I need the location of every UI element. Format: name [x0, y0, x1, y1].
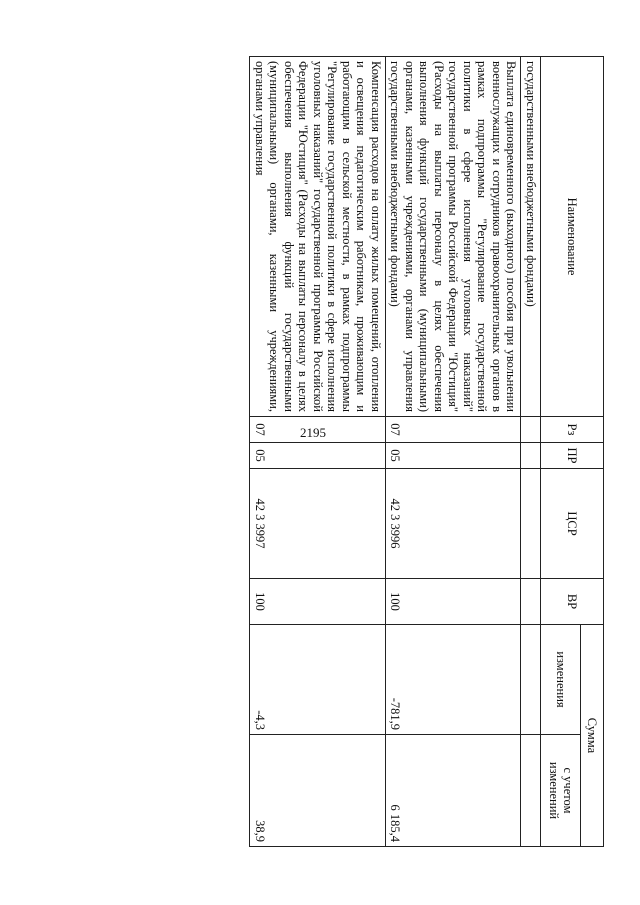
row-with-change: 6 185,4: [386, 735, 522, 847]
row-csr: 42 3 3996: [386, 469, 522, 579]
row-csr: 42 3 3997: [250, 469, 386, 579]
header-row-1: [581, 57, 604, 847]
page-number: 2195: [300, 425, 326, 440]
table-row: [386, 57, 522, 847]
row-name: Выплата единовременного (выходного) пособия при увольнении военнослужащих и сотрудников правоохранительных органов в рамках подпрограммы "Регулирование государственной политики в сфере исполнения уголовных наказаний" государственной программы Российской Федерации "Юстиция" (Расходы на выплаты персоналу в целях обеспечения выполнения функций государственными (муниципальными) органами, казенными учреждениями, органами управления государственными внебюджетными фондами): [386, 57, 522, 417]
header-rz: Рз: [541, 417, 604, 443]
rotated-table-page: [64, 56, 604, 846]
row-pr: 05: [386, 443, 522, 469]
budget-table: [250, 56, 605, 847]
header-change: изменения: [541, 625, 581, 735]
table-row: [250, 57, 386, 847]
row-vr: 100: [250, 579, 386, 625]
row-change: -781,9: [386, 625, 522, 735]
row-name: Компенсация расходов на оплату жилых помещений, отопления и освещения педагогическим работникам, проживающим и работающим в сельской местности, в рамках подпрограммы "Регулирование государственной политики в сфере исполнения уголовных наказаний" государственной программы Российской Федерации "Юстиция" (Расходы на выплаты персоналу в целях обеспечения выполнения функций государственными (муниципальными) органами, казенными учреждениями, органами управления: [250, 57, 386, 417]
header-sum: Сумма: [581, 625, 604, 847]
continuation-row: [521, 57, 541, 847]
row-change: -4,3: [250, 625, 386, 735]
header-name: Наименование: [541, 57, 604, 417]
header-with-change: с учетом изменений: [541, 735, 581, 847]
header-vr: ВР: [541, 579, 604, 625]
row-rz: 07: [250, 417, 386, 443]
header-pr: ПР: [541, 443, 604, 469]
continuation-text: государственными внебюджетными фондами): [521, 57, 541, 417]
row-vr: 100: [386, 579, 522, 625]
header-csr: ЦСР: [541, 469, 604, 579]
row-pr: 05: [250, 443, 386, 469]
row-with-change: 38,9: [250, 735, 386, 847]
row-rz: 07: [386, 417, 522, 443]
